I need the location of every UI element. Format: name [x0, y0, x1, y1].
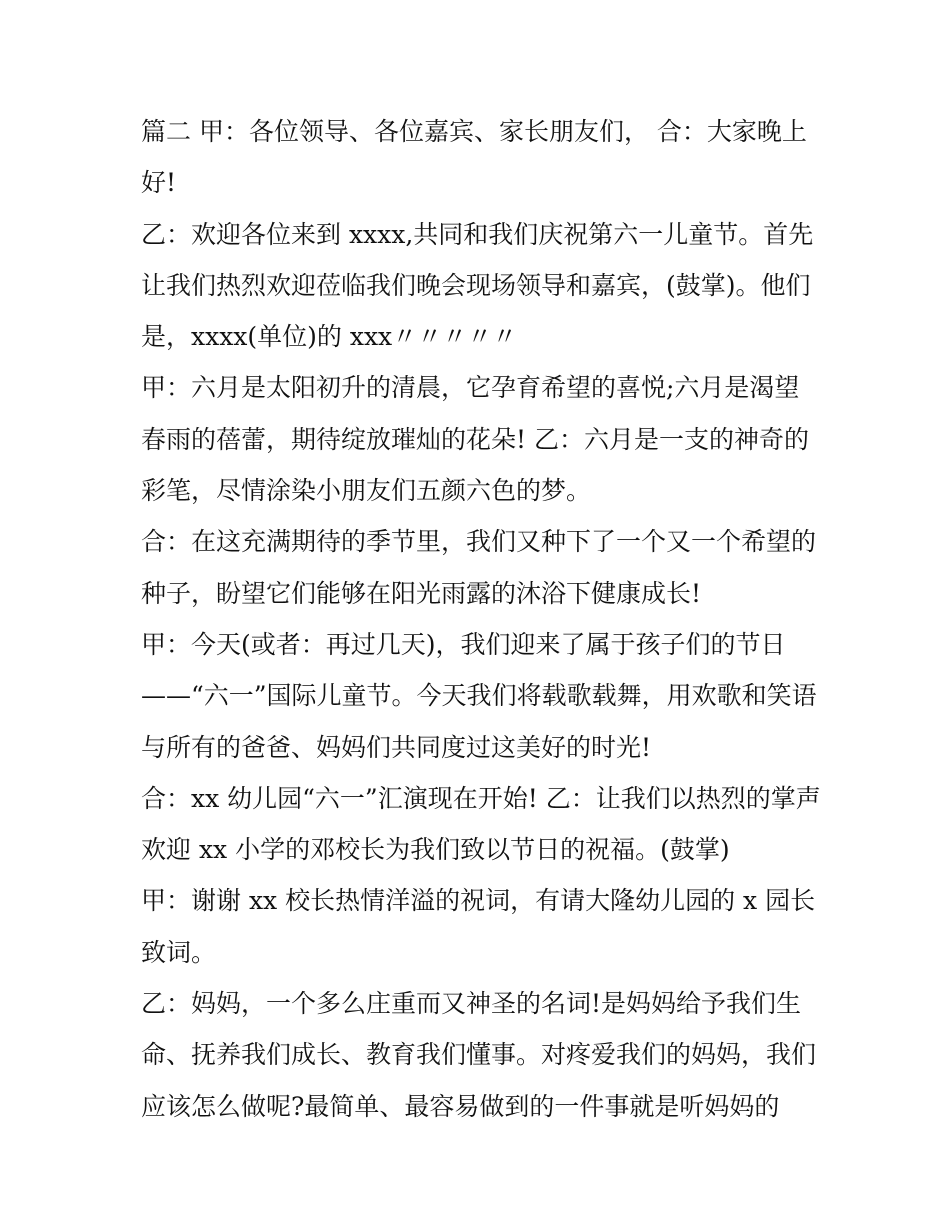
text-line: 欢迎 xx 小学的邓校长为我们致以节日的祝福。(鼓掌): [141, 835, 730, 865]
text-line: 春雨的蓓蕾，期待绽放璀灿的花朵! 乙：六月是一支的神奇的: [141, 424, 809, 454]
text-line: 乙：妈妈，一个多么庄重而又神圣的名词!是妈妈给予我们生: [141, 989, 802, 1019]
text-line: 是，xxxx(单位)的 xxx〃〃〃〃〃: [141, 322, 518, 352]
text-line: 与所有的爸爸、妈妈们共同度过这美好的时光!: [141, 732, 652, 762]
text-line: 甲：六月是太阳初升的清晨，它孕育希望的喜悦;六月是渴望: [141, 373, 800, 403]
text-line: 合：xx 幼儿园“六一”汇演现在开始! 乙：让我们以热烈的掌声: [141, 783, 821, 813]
text-line: 甲：今天(或者：再过几天)，我们迎来了属于孩子们的节日: [141, 629, 786, 659]
text-line: 致词。: [141, 937, 217, 967]
text-line: 让我们热烈欢迎莅临我们晚会现场领导和嘉宾，(鼓掌)。他们: [141, 270, 811, 300]
text-line: 篇二 甲：各位领导、各位嘉宾、家长朋友们， 合：大家晚上: [141, 117, 807, 146]
text-line: ——“六一”国际儿童节。今天我们将载歌载舞，用欢歌和笑语: [141, 681, 817, 711]
text-line: 命、抚养我们成长、教育我们懂事。对疼爱我们的妈妈，我们: [141, 1040, 817, 1070]
text-line: 彩笔，尽情涂染小朋友们五颜六色的梦。: [141, 476, 592, 506]
text-line: 好!: [141, 168, 177, 198]
text-line: 合：在这充满期待的季节里，我们又种下了一个又一个希望的: [141, 527, 817, 557]
text-line: 乙：欢迎各位来到 xxxx,共同和我们庆祝第六一儿童节。首先: [141, 219, 814, 249]
text-line: 应该怎么做呢?最简单、最容易做到的一件事就是听妈妈的: [141, 1091, 780, 1121]
text-line: 甲：谢谢 xx 校长热情洋溢的祝词，有请大隆幼儿园的 x 园长: [141, 886, 816, 916]
text-line: 种子，盼望它们能够在阳光雨露的沐浴下健康成长!: [141, 578, 702, 608]
document-body: [141, 106, 821, 1132]
